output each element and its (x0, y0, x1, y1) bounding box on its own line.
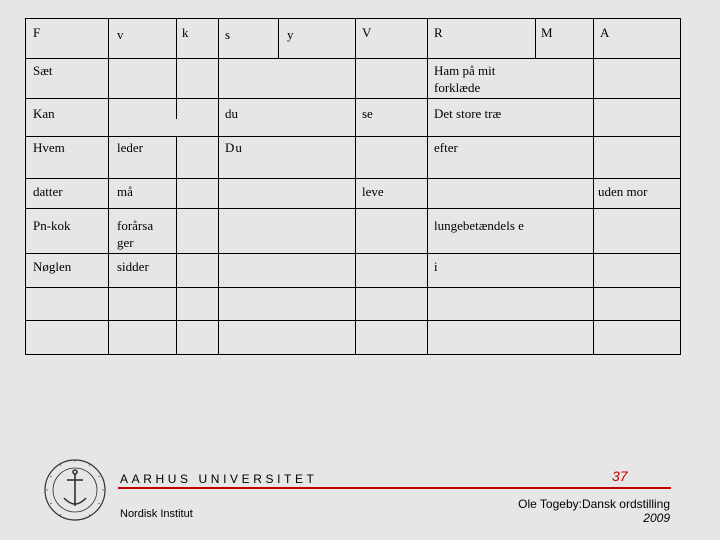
row-divider (25, 136, 681, 137)
table-cell: forårsa ger (117, 218, 154, 250)
credit-year: 2009 (643, 511, 670, 525)
credit-block (518, 497, 670, 525)
table-border-left (25, 18, 26, 355)
row-divider (25, 253, 681, 254)
university-seal-logo (42, 456, 108, 528)
column-divider (427, 18, 428, 355)
table-cell: du (225, 106, 238, 121)
header-cell-y: y (287, 27, 294, 42)
table-cell: datter (33, 184, 63, 199)
column-divider (108, 18, 109, 355)
table-cell: Kan (33, 106, 55, 121)
university-name: AARHUS UNIVERSITET (120, 472, 318, 486)
table-cell: sidder (117, 259, 149, 274)
table-cell: leve (362, 184, 384, 199)
table-cell: Det store træ (434, 106, 502, 121)
table-cell: Du (225, 140, 243, 155)
column-divider (176, 136, 177, 355)
header-cell-A: A (600, 25, 610, 40)
row-divider (25, 208, 681, 209)
table-cell: Hvem (33, 140, 65, 155)
column-divider (355, 18, 356, 355)
header-cell-v: v (117, 27, 124, 42)
table-cell: efter (434, 140, 458, 155)
row-divider (25, 178, 681, 179)
column-divider (278, 18, 279, 58)
column-divider (176, 18, 177, 119)
row-divider (25, 287, 681, 288)
table-cell: uden mor (598, 184, 648, 199)
table-cell: Nøglen (33, 259, 72, 274)
header-cell-M: M (541, 25, 553, 40)
column-divider (535, 18, 536, 58)
table-cell: se (362, 106, 373, 121)
footer-rule (118, 487, 671, 489)
table-cell: leder (117, 140, 143, 155)
row-divider (25, 320, 681, 321)
table-cell: lungebetændels e (434, 218, 524, 233)
header-cell-R: R (434, 25, 443, 40)
header-cell-V: V (362, 25, 372, 40)
table-border-right (680, 18, 681, 355)
column-divider (593, 18, 594, 355)
row-divider (25, 58, 681, 59)
table-cell: Sæt (33, 63, 53, 78)
table-cell: må (117, 184, 133, 199)
header-cell-k: k (182, 25, 189, 40)
table-border-top (25, 18, 681, 19)
table-cell: i (434, 259, 438, 274)
table-cell: Ham på mit forklæde (434, 63, 496, 95)
header-cell-F: F (33, 25, 41, 40)
row-divider (25, 98, 681, 99)
table-border-bottom (25, 354, 681, 355)
table-cell: Pn-kok (33, 218, 71, 233)
column-divider (218, 18, 219, 355)
institute-name: Nordisk Institut (120, 508, 193, 520)
credit-line: Ole Togeby:Dansk ordstilling (518, 497, 670, 511)
page-number: 37 (612, 468, 628, 484)
header-cell-s: s (225, 27, 231, 42)
